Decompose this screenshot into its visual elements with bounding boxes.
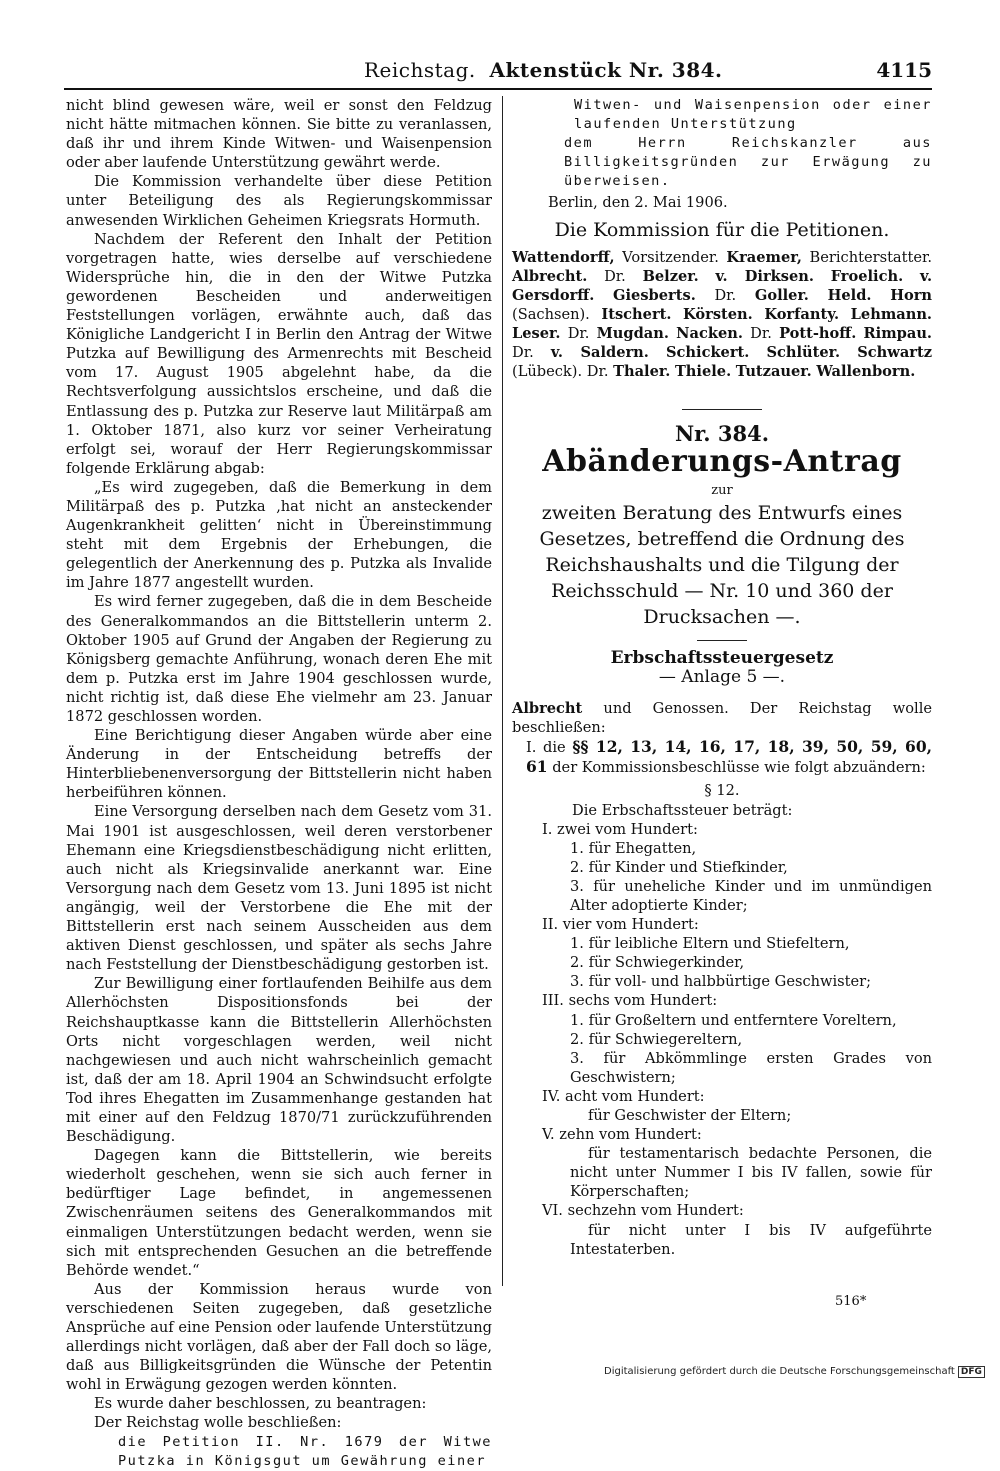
member-name: Itschert.: [601, 305, 672, 323]
member-name: Nacken.: [676, 324, 743, 342]
page-header: [64, 58, 932, 84]
member-name: Wallenborn.: [816, 362, 916, 380]
item-one-prefix: I. die: [526, 739, 573, 757]
left-paragraph-3: Nachdem der Referent den Inhalt der Petition vorgetragen hatte, wies derselbe auf verschiedene Widersprüche hin, die in den der Witwe Putzka gewordenen Bescheiden und anderweitigen Feststellungen vorlägen, erwähnte auch, daß das Königliche Landgericht I in Berlin den Antrag der Witwe Putzka auf Bewilligung des Armenrechts mit Bescheid vom 17. August 1905 abgelehnt habe, da die Rechtsverfolgung aussichtslos erscheine, und daß die Entlassung des p. Putzka zur Reserve laut Militärpaß am 1. Oktober 1871, also kurz vor seiner Verheiratung erfolgt sei, worauf der Herr Regierungskommissar folgende Erklärung abgab:: [66, 230, 492, 477]
footer-text: Digitalisierung gefördert durch die Deutsche Forschungsgemeinschaft: [604, 1366, 955, 1377]
tier-label: I. zwei vom Hundert:: [542, 820, 698, 838]
tier-item: 1. für leibliche Eltern und Stiefeltern,: [570, 935, 850, 953]
right-paragraph-2: dem Herrn Reichskanzler aus Billigkeitsgründen zur Erwägung zu überweisen.: [564, 135, 932, 190]
member-name: Horn: [890, 286, 933, 304]
document-heading: Abänderungs-Antrag: [542, 443, 902, 479]
column-divider: [502, 96, 503, 1286]
member-role: Vorsitzender.: [614, 248, 727, 266]
member-role: Dr.: [742, 324, 780, 342]
motion-text: und Genossen. Der Reichstag wolle beschließen:: [512, 700, 932, 737]
member-name: Schickert.: [665, 343, 750, 361]
member-name: v. Saldern.: [550, 343, 649, 361]
member-role: [699, 268, 716, 285]
member-name: Belzer.: [642, 267, 699, 285]
tier-item: 2. für Kinder und Stiefkinder,: [570, 858, 788, 876]
header-prefix: Reichstag.: [364, 58, 476, 82]
left-paragraph-8: Zur Bewilligung einer fortlaufenden Beihilfe aus dem Allerhöchsten Dispositionsfonds bei der Reichshauptkasse kann die Bittstellerin Allerhöchsten Orts nicht vorgeschlagen werden, weil nicht nachgewiesen und auch nicht wahrscheinlich gemacht ist, daß der am 18. April 1904 an Schwindsucht erfolgte Tod ihres Ehegatten im Zusammenhange gestanden hat mit einer auf den Feldzug 1870/71 zurückzuführenden Beschädigung.: [66, 975, 492, 1146]
left-paragraph-6: Eine Berichtigung dieser Angaben würde aber eine Änderung in der Entscheidung betreffs der Hinterbliebenenversorgung der Bittstellerin nicht haben herbeiführen können.: [66, 727, 492, 802]
tier-label: II. vier vom Hundert:: [542, 916, 699, 934]
member-role: [903, 268, 920, 285]
tier-item: für testamentarisch bedachte Personen, die nicht unter Nummer I bis IV fallen, sowie für Körperschaften;: [570, 1145, 932, 1201]
member-name: Rimpau.: [863, 324, 933, 342]
right-paragraph-1: Witwen- und Waisenpension oder einer laufenden Unterstützung: [574, 97, 932, 133]
left-paragraph-11: Es wurde daher beschlossen, zu beantragen:: [94, 1395, 427, 1413]
tier-label: V. zehn vom Hundert:: [542, 1126, 702, 1144]
member-name: Pott-hoff.: [779, 324, 857, 342]
member-role: Dr.: [695, 286, 755, 304]
document-number: Nr. 384.: [674, 420, 770, 446]
section-number: § 12.: [704, 782, 740, 800]
date-line: Berlin, den 2. Mai 1906.: [548, 194, 728, 212]
zur-label: zur: [711, 482, 733, 498]
member-role: [594, 287, 613, 304]
left-paragraph-10: Aus der Kommission heraus wurde von verschiedenen Seiten zugegeben, daß gesetzliche Ansprüche auf eine Pension oder laufende Unterstützung allerdings nicht vorlägen, daß aber der Fall doch so läge, daß aus Billigkeitsgründen die Wünsche der Petentin wohl in Erwägung gezogen werden könnten.: [66, 1280, 492, 1394]
tier-item: 2. für Schwiegereltern,: [570, 1030, 743, 1048]
member-name: Körsten.: [683, 305, 753, 323]
member-name: Leser.: [512, 324, 561, 342]
tier-item: 3. für uneheliche Kinder und im unmündigen Alter adoptierte Kinder;: [570, 877, 932, 914]
item-one-paragraphs: §§ 12, 13, 14, 16, 17, 18, 39, 50, 59, 60, 61: [526, 737, 933, 777]
left-paragraph-9: Dagegen kann die Bittstellerin, wie bereits wiederholt geschehen, wenn sie sich auch ferner in bedürftiger Lage befindet, in angemessenen Zwischenräumen seitens des Generalkommandos mit einmaligen Unterstützungen bedacht werden, wenn sie sich mit entsprechenden Gesuchen an die betreffende Behörde wendet.“: [66, 1147, 492, 1279]
annex-label: — Anlage 5 —.: [658, 666, 786, 687]
commission-title: Die Kommission für die Petitionen.: [554, 218, 890, 241]
left-paragraph-7: Eine Versorgung derselben nach dem Gesetz vom 31. Mai 1901 ist ausgeschlossen, weil deren verstorbener Ehemann eine Kriegsdienstbeschädigung nicht erlitten, auch nicht als Kriegsinvalide anerkannt war. Eine Versorgung nach dem Gesetz vom 13. Juni 1895 ist nicht angängig, weil der Verstorbene die Ehe mit der Bittstellerin erst nach seinem Ausscheiden aus dem aktiven Dienst geschlossen, und später als sechs Jahre nach Feststellung der Dienstbeschädigung gestorben ist.: [66, 803, 492, 974]
header-title: [364, 58, 723, 82]
dfg-logo: DFG: [958, 1366, 985, 1378]
member-role: [839, 306, 851, 323]
member-role: [753, 306, 765, 323]
tier-label: IV. acht vom Hundert:: [542, 1087, 705, 1105]
tier-item: 3. für voll- und halbbürtige Geschwister;: [570, 973, 872, 991]
left-paragraph-12: Der Reichstag wolle beschließen:: [94, 1414, 342, 1432]
member-name: Lehmann.: [850, 305, 933, 323]
member-role: [814, 268, 831, 285]
member-role: Dr.: [560, 324, 597, 342]
member-role: (Lübeck). Dr.: [512, 362, 614, 380]
tax-tiers: [512, 820, 932, 1259]
member-name: Thaler.: [613, 362, 671, 380]
member-name: Giesberts.: [613, 286, 696, 304]
member-name: Tutzauer.: [735, 362, 812, 380]
member-name: Schlüter.: [766, 343, 841, 361]
member-name: Held.: [827, 286, 872, 304]
member-role: [649, 344, 666, 361]
member-role: [872, 287, 891, 304]
footer: [604, 1366, 985, 1378]
member-name: Mugdan.: [596, 324, 669, 342]
tier-item: 1. für Ehegatten,: [570, 839, 697, 857]
member-role: [671, 306, 683, 323]
right-column: [512, 96, 932, 1259]
header-rule: [64, 88, 932, 90]
motion-line: [512, 699, 932, 737]
left-column: [66, 96, 492, 1471]
left-paragraph-5: Es wird ferner zugegeben, daß die in dem Bescheide des Generalkommandos an die Bittstellerin unterm 2. Oktober 1905 auf Grund der Angaben der Regierung zu Königsberg gemachte Anführung, wonach deren Ehe mit dem p. Putzka erst im Jahre 1904 geschlossen wurde, nicht richtig ist, daß diese Ehe vielmehr am 23. Januar 1872 geschlossen worden.: [66, 593, 492, 725]
item-one-suffix: der Kommissionsbeschlüsse wie folgt abzuändern:: [547, 759, 926, 777]
tier-label: VI. sechzehn vom Hundert:: [542, 1202, 744, 1220]
member-name: Goller.: [754, 286, 809, 304]
tier-item: für nicht unter I bis IV aufgeführte Intestaterben.: [570, 1221, 932, 1258]
member-role: Dr.: [512, 343, 551, 361]
member-role: Berichterstatter.: [801, 248, 933, 266]
member-name: Korfanty.: [764, 305, 840, 323]
member-name: Albrecht.: [512, 267, 588, 285]
member-role: [809, 287, 828, 304]
tier-item: 2. für Schwiegerkinder,: [570, 954, 745, 972]
page-number: 4115: [876, 58, 932, 82]
left-paragraph-4: „Es wird zugegeben, daß die Bemerkung in dem Militärpaß des p. Putzka ‚hat nicht an ansteckender Augenkrankheit gelitten‘ nicht in Übereinstimmung steht mit dem Ergebnis der Erhebungen, die gelegentlich der Anerkennung des p. Putzka als Invalide im Jahre 1877 angestellt wurden.: [66, 478, 492, 592]
member-name: v. Dirksen.: [715, 267, 814, 285]
tier-item: 3. für Abkömmlinge ersten Grades von Geschwistern;: [570, 1049, 932, 1086]
member-name: Schwartz: [857, 343, 933, 361]
left-paragraph-1: nicht blind gewesen wäre, weil er sonst den Feldzug nicht hätte mitmachen können. Sie bitte zu veranlassen, daß ihr und ihrem Kinde Witwen- und Waisenpension oder aber laufende Unterstützung gewährt werde.: [66, 97, 492, 172]
law-title: Erbschaftssteuergesetz: [610, 647, 834, 668]
member-name: Kraemer,: [726, 248, 802, 266]
member-name: Thiele.: [674, 362, 732, 380]
member-role: (Sachsen).: [512, 305, 602, 323]
left-paragraph-2: Die Kommission verhandelte über diese Petition unter Beteiligung des als Regierungskommissar anwesenden Wirklichen Geheimen Kriegsrats Hormuth.: [66, 173, 492, 229]
member-name: v. Gersdorff.: [512, 267, 933, 304]
header-main: Aktenstück Nr. 384.: [489, 58, 723, 82]
tier-label: III. sechs vom Hundert:: [542, 992, 718, 1010]
members-list: [512, 248, 932, 381]
motion-name: Albrecht: [512, 700, 583, 718]
tax-intro: Die Erbschaftssteuer beträgt:: [572, 801, 793, 819]
member-role: [749, 344, 766, 361]
tier-item: 1. für Großeltern und entferntere Voreltern,: [570, 1011, 897, 1029]
item-one: [512, 737, 932, 777]
member-role: [840, 344, 857, 361]
left-paragraph-13: die Petition II. Nr. 1679 der Witwe Putzka in Königsgut um Gewährung einer: [118, 1433, 492, 1469]
signature-mark: 516*: [835, 1294, 867, 1309]
member-name: Froelich.: [830, 267, 904, 285]
tier-item: für Geschwister der Eltern;: [588, 1107, 792, 1124]
member-name: Wattendorff,: [512, 248, 615, 266]
member-role: Dr.: [587, 267, 643, 285]
member-role: [856, 325, 863, 342]
document-subtitle: zweiten Beratung des Entwurfs eines Gesetzes, betreffend die Ordnung des Reichshaushalts und die Tilgung der Reichsschuld — Nr. 10 und 360 der Drucksachen —.: [539, 501, 905, 628]
